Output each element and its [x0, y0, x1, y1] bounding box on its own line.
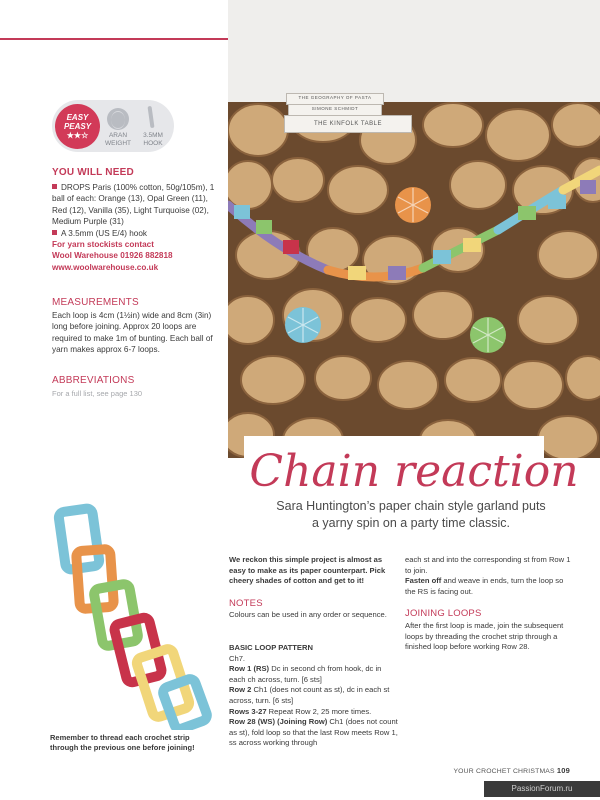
stockists-line1: For yarn stockists contact — [52, 240, 154, 250]
hook-size-label — [134, 132, 172, 148]
book-3: THE KINFOLK TABLE — [284, 115, 412, 133]
fasten-off — [405, 576, 573, 597]
measurements-text: Each loop is 4cm (1½in) wide and 8cm (3in) long before joining. Approx 20 loops are required to make 1m of bunting. Each ball of yarn makes approx 6-7 loops. — [52, 311, 213, 355]
materials-list — [52, 182, 222, 273]
difficulty-badge — [55, 104, 100, 149]
woodpile-illustration — [228, 0, 600, 458]
materials-item-hook — [52, 228, 222, 239]
bullet-icon — [52, 184, 57, 189]
fasten-off-label: Fasten off — [405, 576, 442, 586]
row1-label: Row 1 (RS) — [229, 664, 270, 674]
page-number: 109 — [556, 766, 570, 775]
joining-heading: JOINING LOOPS — [405, 608, 482, 619]
pattern-rows3-27 — [229, 707, 399, 718]
pattern-row2 — [229, 685, 399, 706]
materials-item-yarn-text: DROPS Paris (100% cotton, 50g/105m), 1 ball of each: Orange (13), Opal Green (11), Red (12), Vanilla (35), Light Turquoise (02), Medium Purple (31) — [52, 183, 215, 227]
rows3-text: Repeat Row 2, 25 more times. — [266, 706, 372, 716]
row28-label: Row 28 (WS) (Joining Row) — [229, 717, 328, 727]
yarn-weight-line1: ARAN — [108, 132, 128, 139]
row28-continued: each st and into the corresponding st from Row 1 to join. — [405, 555, 571, 575]
subtitle-line1: Sara Huntington’s paper chain style garland puts — [276, 499, 546, 513]
fasten-off-text: and weave in ends, turn the loop so the RS is facing out. — [405, 576, 564, 596]
bullet-icon — [52, 230, 57, 235]
rows3-label: Rows 3-27 — [229, 706, 267, 716]
difficulty-stars: ★★☆ — [66, 131, 89, 140]
yarn-weight-line2: WEIGHT — [105, 140, 131, 147]
page-footer — [430, 766, 570, 775]
row1-text: Dc in second ch from hook, dc in each ch across, turn. [6 sts] — [229, 664, 382, 684]
pattern-row1 — [229, 664, 399, 685]
notes-text: Colours can be used in any order or sequence. — [229, 610, 387, 619]
book-2: SIMONE SCHMIDT — [288, 104, 382, 116]
page-title: Chain reaction — [249, 446, 579, 497]
abbreviations-heading: ABBREVIATIONS — [52, 375, 135, 386]
pattern-row28 — [229, 717, 399, 749]
yarn-weight-label — [98, 132, 138, 148]
pattern-section — [229, 643, 399, 749]
notes-heading: NOTES — [229, 598, 263, 609]
subtitle — [236, 498, 586, 532]
garland-photo — [228, 0, 600, 458]
row2-text: Ch1 (does not count as st), dc in each st across, turn. [6 sts] — [229, 685, 390, 705]
hook-size-line2: HOOK — [143, 140, 163, 147]
column3-text — [405, 555, 573, 597]
chain-closeup-photo — [48, 500, 218, 730]
row28-text: Ch1 (does not count as st), fold loop so that the last Row meets Row 1, ss across working through — [229, 717, 398, 748]
row2-label: Row 2 — [229, 685, 252, 695]
materials-item-yarn — [52, 182, 222, 228]
photo-caption: Remember to thread each crochet strip through the previous one before joining! — [50, 733, 195, 753]
footer-magazine: YOUR CROCHET CHRISTMAS — [453, 768, 555, 775]
materials-item-hook-text: A 3.5mm (US E/4) hook — [61, 228, 148, 238]
subtitle-line2: a yarny spin on a party time classic. — [312, 516, 510, 530]
measurements-heading: MEASUREMENTS — [52, 297, 139, 308]
pattern-ch7: Ch7. — [229, 653, 246, 663]
stockists-url: www.woolwarehouse.co.uk — [52, 262, 159, 272]
book-1: THE GEOGRAPHY OF PASTA — [286, 93, 384, 105]
joining-text: After the first loop is made, join the subsequent loops by threading the crochet strip through a finished loop before working Row 28. — [405, 621, 564, 652]
yarn-ball-icon — [107, 108, 129, 130]
intro-text: We reckon this simple project is almost as easy to make as its paper counterpart. Pick cheery shades of cotton and get to it! — [229, 555, 386, 586]
difficulty-line2: PEASY — [63, 122, 92, 131]
top-rule-left — [0, 38, 228, 40]
hook-size-line1: 3.5MM — [143, 132, 163, 139]
pattern-heading: BASIC LOOP PATTERN — [229, 643, 313, 652]
stockists-line2: Wool Warehouse 01926 882818 — [52, 251, 173, 261]
watermark: PassionForum.ru — [484, 781, 600, 797]
difficulty-line1: EASY — [66, 113, 89, 122]
you-will-need-heading: YOU WILL NEED — [52, 167, 134, 178]
abbreviations-text: For a full list, see page 130 — [52, 389, 143, 398]
